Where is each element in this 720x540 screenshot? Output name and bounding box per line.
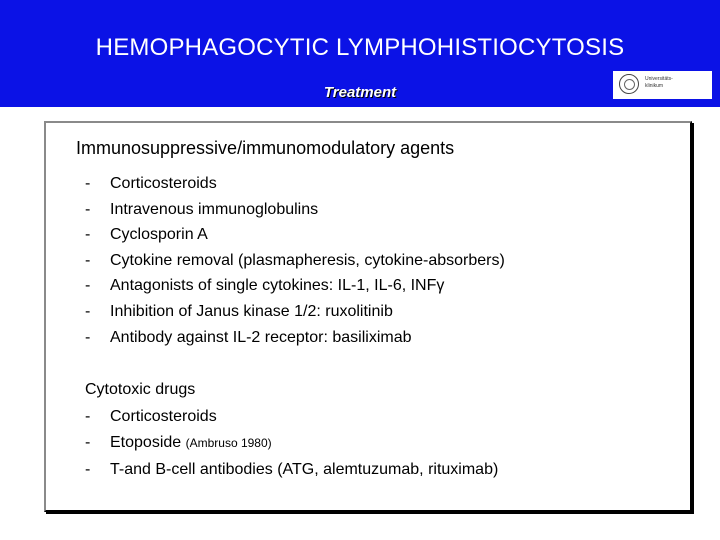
bullet-dash: -	[85, 252, 91, 269]
bullet-dash: -	[85, 329, 91, 346]
list-item-text: Intravenous immunoglobulins	[110, 201, 319, 218]
list-item-text: Antagonists of single cytokines: IL-1, IL-6, INFγ	[110, 277, 445, 294]
list-item	[85, 302, 393, 322]
bullet-dash: -	[85, 408, 91, 425]
bullet-dash: -	[85, 303, 91, 320]
list-item	[85, 251, 505, 271]
citation-note: (Ambruso 1980)	[185, 436, 272, 450]
list-item	[85, 433, 272, 453]
bullet-dash: -	[85, 175, 91, 192]
list-item-text: Corticosteroids	[110, 175, 217, 192]
bullet-dash: -	[85, 461, 91, 478]
list-item-text: Cytokine removal (plasmapheresis, cytokine-absorbers)	[110, 252, 505, 269]
list-item	[85, 407, 217, 427]
list-item-text: Cyclosporin A	[110, 226, 208, 243]
list-item	[85, 276, 444, 296]
list-item-text: Inhibition of Janus kinase 1/2: ruxolitinib	[110, 303, 393, 320]
university-logo	[613, 71, 712, 99]
bullet-dash: -	[85, 201, 91, 218]
page-title: HEMOPHAGOCYTIC LYMPHOHISTIOCYTOSIS	[95, 34, 625, 61]
bullet-dash: -	[85, 277, 91, 294]
list-item-text: Antibody against IL-2 receptor: basiliximab	[110, 329, 412, 346]
logo-text: Universitäts- klinikum	[645, 76, 673, 89]
list-item	[85, 225, 208, 245]
list-item	[85, 200, 318, 220]
page-subtitle: Treatment	[323, 84, 397, 101]
title-banner	[0, 0, 720, 107]
list-item-text: Corticosteroids	[110, 408, 217, 425]
section-heading-cytotoxic: Cytotoxic drugs	[85, 381, 196, 398]
list-item-text: T-and B-cell antibodies (ATG, alemtuzumab, rituximab)	[110, 461, 499, 478]
list-item	[85, 328, 412, 348]
seal-icon	[619, 74, 639, 94]
section-heading-immunosuppressive: Immunosuppressive/immunomodulatory agents	[76, 138, 455, 158]
list-item	[85, 174, 217, 194]
list-item	[85, 460, 498, 480]
bullet-dash: -	[85, 226, 91, 243]
bullet-dash: -	[85, 434, 91, 451]
list-item-text: Etoposide	[110, 434, 186, 451]
